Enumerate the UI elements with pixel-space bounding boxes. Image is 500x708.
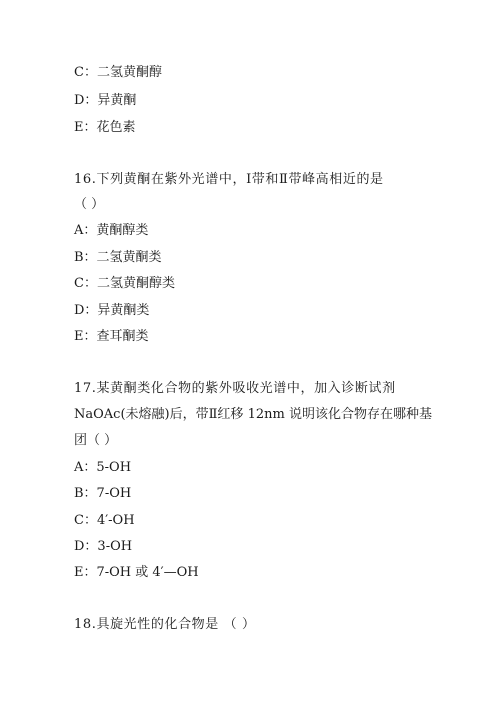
q16-stem-line-1: 16.下列黄酮在紫外光谱中，Ⅰ带和Ⅱ带峰高相近的是 bbox=[74, 172, 384, 187]
q16-option-c: C：二氢黄酮醇类 bbox=[74, 276, 175, 291]
q16-stem-line-2: （ ） bbox=[74, 197, 105, 212]
q18-stem-line-1: 18.具旋光性的化合物是 （ ） bbox=[74, 617, 256, 632]
q17-stem-line-3: 团（ ） bbox=[74, 433, 118, 448]
q15-option-e: E：花色素 bbox=[74, 120, 136, 135]
q16-option-a: A：黄酮醇类 bbox=[74, 223, 149, 238]
q15-option-d: D：异黄酮 bbox=[74, 93, 137, 108]
q17-option-e: E：7-OH 或 4′—OH bbox=[74, 565, 199, 580]
q17-option-b: B：7-OH bbox=[74, 486, 132, 501]
q16-option-e: E：查耳酮类 bbox=[74, 329, 149, 344]
q17-stem-line-1: 17.某黄酮类化合物的紫外吸收光谱中，加入诊断试剂 bbox=[74, 381, 396, 396]
q17-option-c: C：4′-OH bbox=[74, 513, 135, 528]
q15-option-c: C：二氢黄酮醇 bbox=[74, 65, 162, 80]
q17-stem-line-2: NaOAc(未熔融)后，带Ⅱ红移 12nm 说明该化合物存在哪种基 bbox=[74, 407, 432, 422]
q17-option-d: D：3-OH bbox=[74, 539, 133, 554]
q16-option-d: D：异黄酮类 bbox=[74, 303, 150, 318]
q17-option-a: A：5-OH bbox=[74, 460, 132, 475]
q16-option-b: B：二氢黄酮类 bbox=[74, 250, 162, 265]
